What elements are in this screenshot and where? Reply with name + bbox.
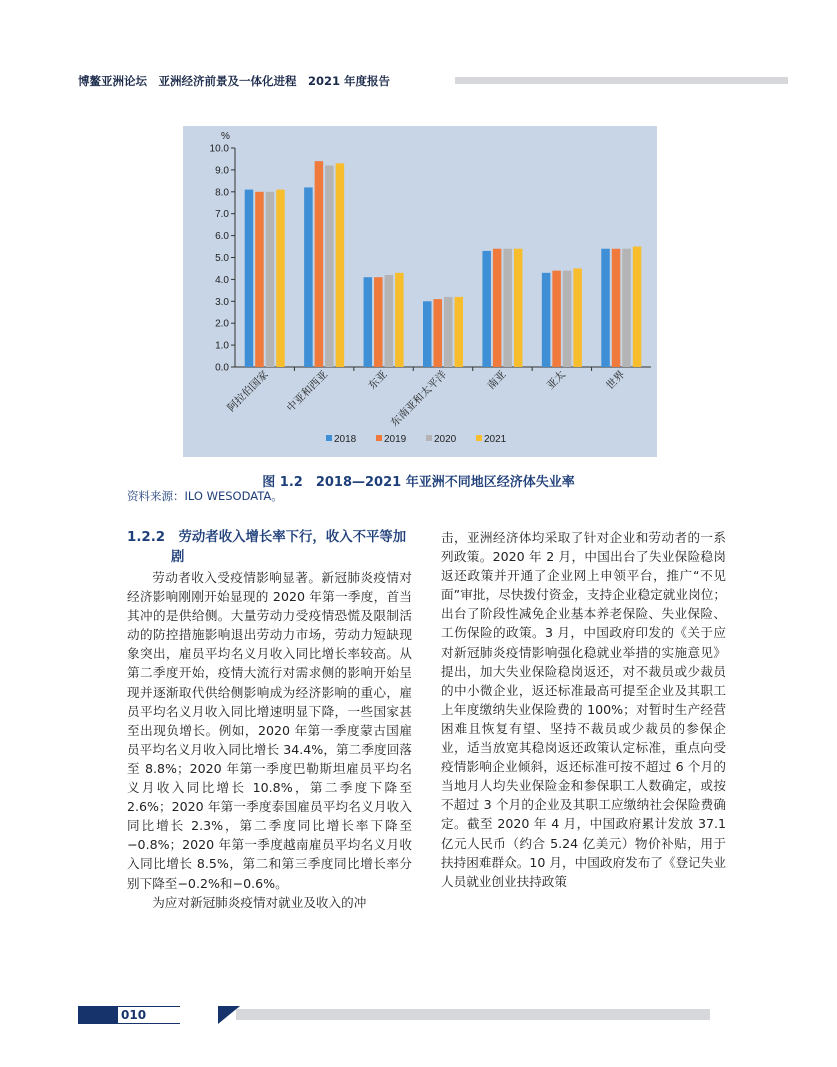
y-tick-label: 9.0 <box>215 165 229 177</box>
legend-swatch <box>326 435 332 441</box>
category-label: 中亚和西亚 <box>284 368 331 415</box>
y-tick-label: 6.0 <box>215 231 229 243</box>
y-unit-label: % <box>221 131 230 142</box>
y-tick-label: 0.0 <box>215 362 229 374</box>
bar <box>266 192 275 367</box>
left-column <box>127 528 412 912</box>
bar <box>482 251 491 367</box>
header-title: 博鳌亚洲论坛 亚洲经济前景及一体化进程 2021 年度报告 <box>78 74 391 88</box>
bar <box>633 247 642 367</box>
body-paragraph: 劳动者收入受疫情影响显著。新冠肺炎疫情对经济影响刚刚开始显现的 2020 年第一季度，首当其冲的是供给侧。大量劳动力受疫情恐慌及限制活动的防控措施影响退出劳动力市场，劳动力短缺现象突出，雇员平均名义月收入同比增长率较高。从第二季度开始，疫情大流行对需求侧的影响开始呈现并逐渐取代供给侧影响成为经济影响的重心，雇员平均名义月收入同比增速明显下降，一些国家甚至出现负增长。例如，2020 年第一季度蒙古国雇员平均名义月收入同比增长 34.4%，第二季度回落至 8.8%；2020 年第一季度巴勒斯坦雇员平均名义月收入同比增长 10.8%，第二季度下降至 2.6%；2020 年第一季度泰国雇员平均名义月收入同比增长 2.3%，第二季度同比增长率下降至−0.8%；2020 年第一季度越南雇员平均名义月收入同比增长 8.5%，第二和第三季度同比增长率分别下降至−0.2%和−0.6%。 <box>127 570 412 891</box>
y-tick-label: 1.0 <box>215 340 229 352</box>
legend-swatch <box>476 435 482 441</box>
y-tick-label: 10.0 <box>209 143 229 155</box>
category-label: 阿拉伯国家 <box>225 368 271 415</box>
bar <box>622 249 631 367</box>
bar <box>563 271 572 367</box>
legend-label: 2019 <box>384 434 407 445</box>
body-paragraph: 为应对新冠肺炎疫情对就业及收入的冲 <box>152 894 367 910</box>
category-label: 南亚 <box>485 368 509 392</box>
bar <box>493 249 502 367</box>
y-tick-label: 2.0 <box>215 318 229 330</box>
bar <box>552 271 561 367</box>
category-label: 亚太 <box>544 368 568 392</box>
bar <box>503 249 512 367</box>
running-header <box>78 72 710 90</box>
section-heading: 1.2.2 劳动者收入增长率下行，收入不平等加剧 <box>127 530 407 565</box>
right-column <box>441 528 726 891</box>
bar <box>455 297 464 367</box>
bar <box>514 249 523 367</box>
bar <box>315 161 324 367</box>
bar <box>444 297 453 367</box>
bar <box>573 268 582 367</box>
legend-swatch <box>426 435 432 441</box>
bar <box>364 277 373 367</box>
figure-source: 资料来源：ILO WESODATA。 <box>127 489 283 503</box>
bar <box>542 273 551 367</box>
y-tick-label: 3.0 <box>215 296 229 308</box>
bar <box>336 163 345 367</box>
figure-caption: 图 1.2 2018—2021 年亚洲不同地区经济体失业率 <box>262 475 575 490</box>
bar <box>255 192 264 367</box>
bar <box>304 187 313 367</box>
bar <box>601 249 610 367</box>
category-label: 东南亚和太平洋 <box>388 368 450 430</box>
footer-rule <box>236 1009 710 1020</box>
bar <box>325 166 334 367</box>
bar <box>612 249 621 367</box>
y-tick-label: 4.0 <box>215 274 229 286</box>
bar <box>385 275 394 367</box>
bar <box>374 277 383 367</box>
y-tick-label: 7.0 <box>215 209 229 221</box>
bar <box>395 273 404 367</box>
legend-label: 2020 <box>434 434 457 445</box>
legend-label: 2021 <box>484 434 507 445</box>
bar <box>434 299 443 367</box>
page-footer <box>78 1006 710 1024</box>
bar-chart <box>183 126 657 457</box>
header-rule <box>455 77 788 84</box>
body-paragraph: 击，亚洲经济体均采取了针对企业和劳动者的一系列政策。2020 年 2 月，中国出台了失业保险稳岗返还政策并开通了企业网上申领平台，推广“不见面”审批，尽快拨付资金，支持企业稳定就业岗位；出台了阶段性减免企业基本养老保险、失业保险、工伤保险的政策。3 月，中国政府印发的《关于应对新冠肺炎疫情影响强化稳就业举措的实施意见》提出，加大失业保险稳岗返还，对不裁员或少裁员的中小微企业，返还标准最高可提至企业及其职工上年度缴纳失业保险费的 100%；对暂时生产经营困难且恢复有望、坚持不裁员或少裁员的参保企业，适当放宽其稳岗返还政策认定标准，重点向受疫情影响企业倾斜，返还标准可按不超过 6 个月的当地月人均失业保险金和参保职工人数确定，或按不超过 3 个月的企业及其职工应缴纳社会保险费确定。截至 2020 年 4 月，中国政府累计发放 37.1 亿元人民币（约合 5.24 亿美元）物价补贴，用于扶持困难群众。10 月，中国政府发布了《登记失业人员就业创业扶持政策 <box>441 530 726 889</box>
page-number: 010 <box>118 1007 180 1023</box>
legend-swatch <box>376 435 382 441</box>
y-tick-label: 8.0 <box>215 187 229 199</box>
category-label: 东亚 <box>366 368 390 392</box>
legend-label: 2018 <box>334 434 357 445</box>
bar <box>423 301 432 367</box>
chart-panel <box>183 126 657 457</box>
category-label: 世界 <box>604 368 628 392</box>
y-tick-label: 5.0 <box>215 253 229 264</box>
bar <box>276 190 285 367</box>
bar <box>245 190 254 367</box>
